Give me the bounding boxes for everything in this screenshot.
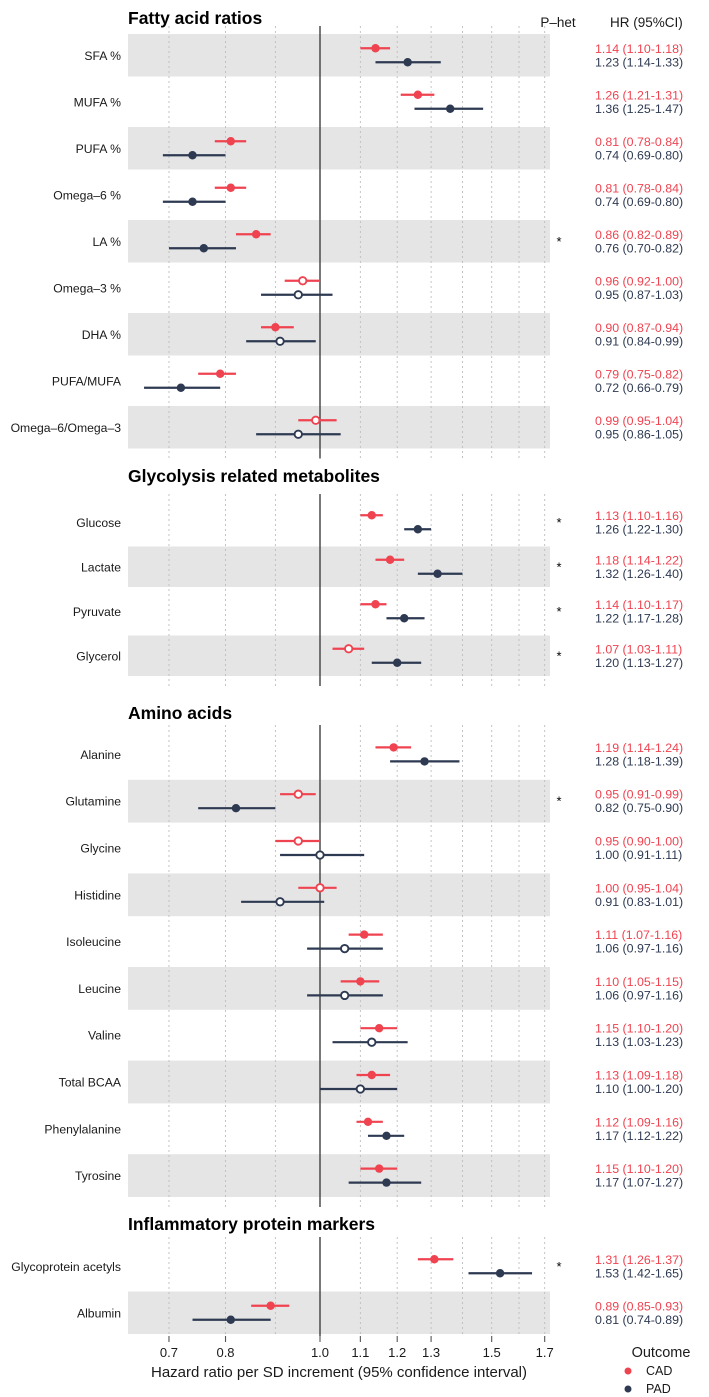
axis-tick-label: 1.2 — [388, 1345, 407, 1360]
legend-title: Outcome — [631, 1345, 691, 1361]
row-band — [128, 1292, 550, 1335]
row-label: Histidine — [74, 888, 121, 903]
row-label: Glycine — [80, 841, 121, 856]
cad-marker — [252, 230, 260, 238]
row-label: PUFA/MUFA — [51, 374, 121, 389]
legend-dot-pad — [625, 1386, 632, 1393]
pad-marker — [177, 384, 185, 392]
pad-hr-text: 0.95 (0.87-1.03) — [595, 287, 684, 302]
pad-hr-text: 1.22 (1.17-1.28) — [595, 611, 684, 626]
cad-marker — [368, 1071, 376, 1079]
pad-marker — [393, 659, 401, 667]
cad-marker — [316, 884, 323, 891]
pad-marker — [188, 151, 196, 159]
pad-hr-text: 0.82 (0.75-0.90) — [595, 801, 684, 816]
x-axis-label: Hazard ratio per SD increment (95% confidence interval) — [150, 1364, 528, 1381]
cad-marker — [430, 1255, 438, 1263]
pad-hr-text: 0.74 (0.69-0.80) — [595, 194, 684, 209]
pad-hr-text: 0.72 (0.66-0.79) — [595, 380, 684, 395]
row-label: Glutamine — [65, 794, 121, 809]
legend-label-pad: PAD — [646, 1382, 671, 1396]
pad-hr-text: 0.91 (0.84-0.99) — [595, 334, 684, 349]
p-het-header: P–het — [540, 15, 576, 30]
row-band — [128, 1154, 550, 1197]
row-label: Glucose — [76, 515, 121, 530]
cad-hr-text: 0.96 (0.92-1.00) — [595, 274, 684, 289]
row-band — [128, 547, 550, 588]
pad-marker — [414, 525, 422, 533]
pad-marker — [276, 898, 283, 905]
cad-marker — [312, 417, 319, 424]
pad-hr-text: 0.74 (0.69-0.80) — [595, 148, 684, 163]
cad-hr-text: 0.95 (0.91-0.99) — [595, 787, 684, 802]
row-label: Omega–6/Omega–3 — [10, 420, 121, 435]
pad-hr-text: 1.06 (0.97-1.16) — [595, 941, 684, 956]
cad-hr-text: 0.79 (0.75-0.82) — [595, 367, 684, 382]
pad-marker — [357, 1085, 364, 1092]
pad-hr-text: 1.28 (1.18-1.39) — [595, 754, 684, 769]
cad-marker — [299, 277, 306, 284]
pad-hr-text: 0.95 (0.86-1.05) — [595, 427, 684, 442]
cad-hr-text: 0.86 (0.82-0.89) — [595, 227, 684, 242]
row-band — [128, 873, 550, 916]
cad-hr-text: 1.14 (1.10-1.17) — [595, 597, 684, 612]
cad-marker — [227, 184, 235, 192]
row-label: Phenylalanine — [44, 1122, 121, 1137]
cad-hr-text: 1.19 (1.14-1.24) — [595, 740, 684, 755]
pad-marker — [341, 945, 348, 952]
row-label: SFA % — [84, 48, 121, 63]
pad-hr-text: 1.20 (1.13-1.27) — [595, 655, 684, 670]
pad-hr-text: 1.32 (1.26-1.40) — [595, 566, 684, 581]
axis-tick-label: 1.7 — [535, 1345, 554, 1360]
p-het-star: * — [556, 514, 562, 530]
row-label: Tyrosine — [74, 1169, 121, 1184]
legend-dot-cad — [625, 1368, 632, 1375]
cad-hr-text: 1.31 (1.26-1.37) — [595, 1252, 684, 1267]
row-band — [128, 1061, 550, 1104]
pad-hr-text: 1.26 (1.22-1.30) — [595, 522, 684, 537]
row-band — [128, 220, 550, 263]
pad-marker — [496, 1269, 504, 1277]
cad-marker — [375, 1024, 383, 1032]
cad-hr-text: 1.18 (1.14-1.22) — [595, 553, 684, 568]
legend-label-cad: CAD — [646, 1364, 673, 1378]
row-label: Glycoprotein acetyls — [11, 1259, 121, 1274]
row-label: Omega–3 % — [53, 281, 121, 296]
pad-marker — [382, 1132, 390, 1140]
row-label: Pyruvate — [72, 604, 121, 619]
row-band — [128, 34, 550, 77]
pad-marker — [295, 291, 302, 298]
pad-marker — [433, 570, 441, 578]
row-label: LA % — [92, 234, 121, 249]
cad-hr-text: 1.07 (1.03-1.11) — [595, 642, 683, 657]
pad-marker — [420, 757, 428, 765]
cad-marker — [371, 44, 379, 52]
axis-tick-label: 1.0 — [310, 1345, 330, 1360]
row-label: Albumin — [76, 1306, 121, 1321]
cad-marker — [266, 1302, 274, 1310]
cad-hr-text: 0.81 (0.78-0.84) — [595, 134, 684, 149]
pad-hr-text: 1.06 (0.97-1.16) — [595, 988, 684, 1003]
pad-hr-text: 0.76 (0.70-0.82) — [595, 241, 684, 256]
row-label: Valine — [88, 1028, 121, 1043]
cad-marker — [356, 977, 364, 985]
section-title: Amino acids — [128, 703, 233, 723]
row-label: Glycerol — [76, 649, 121, 664]
axis-tick-label: 0.8 — [216, 1345, 235, 1360]
row-label: Alanine — [80, 747, 121, 762]
row-label: Lactate — [81, 560, 121, 575]
cad-marker — [271, 323, 279, 331]
section-title: Inflammatory protein markers — [128, 1214, 376, 1234]
pad-marker — [200, 244, 208, 252]
pad-hr-text: 1.10 (1.00-1.20) — [595, 1082, 684, 1096]
cad-hr-text: 1.15 (1.10-1.20) — [595, 1162, 684, 1177]
cad-hr-text: 1.13 (1.10-1.16) — [595, 508, 684, 523]
hr-header: HR (95%CI) — [610, 15, 683, 30]
row-label: PUFA % — [75, 141, 121, 156]
pad-hr-text: 1.17 (1.12-1.22) — [595, 1128, 684, 1143]
cad-marker — [368, 511, 376, 519]
pad-marker — [276, 338, 283, 345]
row-band — [128, 127, 550, 170]
row-band — [128, 967, 550, 1010]
cad-marker — [389, 743, 397, 751]
axis-tick-label: 1.5 — [482, 1345, 501, 1360]
pad-marker — [232, 804, 240, 812]
cad-marker — [386, 556, 394, 564]
pad-hr-text: 1.53 (1.42-1.65) — [595, 1266, 684, 1281]
pad-marker — [295, 431, 302, 438]
cad-marker — [371, 600, 379, 608]
axis-tick-label: 0.7 — [159, 1345, 179, 1360]
row-band — [128, 780, 550, 823]
pad-marker — [227, 1316, 235, 1324]
cad-marker — [414, 91, 422, 99]
p-het-star: * — [556, 793, 562, 809]
cad-hr-text: 1.11 (1.07-1.16) — [595, 928, 683, 943]
cad-hr-text: 1.00 (0.95-1.04) — [595, 881, 684, 896]
cad-hr-text: 1.10 (1.05-1.15) — [595, 974, 684, 989]
pad-marker — [341, 992, 348, 999]
cad-hr-text: 0.90 (0.87-0.94) — [595, 320, 684, 335]
row-label: Leucine — [78, 981, 121, 996]
cad-hr-text: 1.12 (1.09-1.16) — [595, 1115, 684, 1130]
row-label: DHA % — [81, 327, 121, 342]
p-het-star: * — [556, 1258, 562, 1274]
row-label: Total BCAA — [58, 1075, 121, 1090]
p-het-star: * — [556, 648, 562, 664]
pad-hr-text: 0.91 (0.83-1.01) — [595, 894, 684, 909]
cad-hr-text: 0.81 (0.78-0.84) — [595, 181, 684, 196]
cad-marker — [227, 137, 235, 145]
pad-hr-text: 1.36 (1.25-1.47) — [595, 101, 684, 116]
row-label: Omega–6 % — [53, 188, 121, 203]
cad-hr-text: 1.26 (1.21-1.31) — [595, 88, 684, 103]
cad-marker — [216, 370, 224, 378]
cad-marker — [295, 837, 302, 844]
axis-tick-label: 1.1 — [351, 1345, 370, 1360]
p-het-star: * — [556, 603, 562, 619]
cad-hr-text: 0.99 (0.95-1.04) — [595, 413, 684, 428]
cad-hr-text: 1.15 (1.10-1.20) — [595, 1021, 684, 1036]
section-title: Glycolysis related metabolites — [128, 466, 380, 486]
row-label: MUFA % — [73, 95, 121, 110]
pad-marker — [446, 105, 454, 113]
cad-marker — [360, 930, 368, 938]
pad-marker — [382, 1178, 390, 1186]
cad-hr-text: 1.14 (1.10-1.18) — [595, 41, 684, 56]
pad-marker — [316, 851, 323, 858]
pad-hr-text: 1.13 (1.03-1.23) — [595, 1035, 684, 1050]
cad-hr-text: 1.13 (1.09-1.18) — [595, 1068, 684, 1083]
axis-tick-label: 1.3 — [422, 1345, 441, 1360]
pad-marker — [188, 198, 196, 206]
pad-marker — [368, 1039, 375, 1046]
cad-marker — [375, 1164, 383, 1172]
pad-marker — [403, 58, 411, 66]
cad-hr-text: 0.89 (0.85-0.93) — [595, 1299, 684, 1314]
pad-hr-text: 0.81 (0.74-0.89) — [595, 1312, 684, 1327]
pad-marker — [400, 614, 408, 622]
row-band — [128, 636, 550, 677]
section-title: Fatty acid ratios — [128, 8, 263, 28]
pad-hr-text: 1.23 (1.14-1.33) — [595, 55, 684, 70]
row-band — [128, 313, 550, 356]
cad-marker — [345, 645, 352, 652]
pad-hr-text: 1.00 (0.91-1.11) — [595, 848, 683, 862]
p-het-star: * — [556, 233, 562, 249]
row-band — [128, 406, 550, 449]
cad-marker — [364, 1118, 372, 1126]
p-het-star: * — [556, 559, 562, 575]
cad-hr-text: 0.95 (0.90-1.00) — [595, 834, 684, 849]
cad-marker — [295, 791, 302, 798]
pad-hr-text: 1.17 (1.07-1.27) — [595, 1175, 684, 1190]
row-label: Isoleucine — [66, 935, 121, 950]
